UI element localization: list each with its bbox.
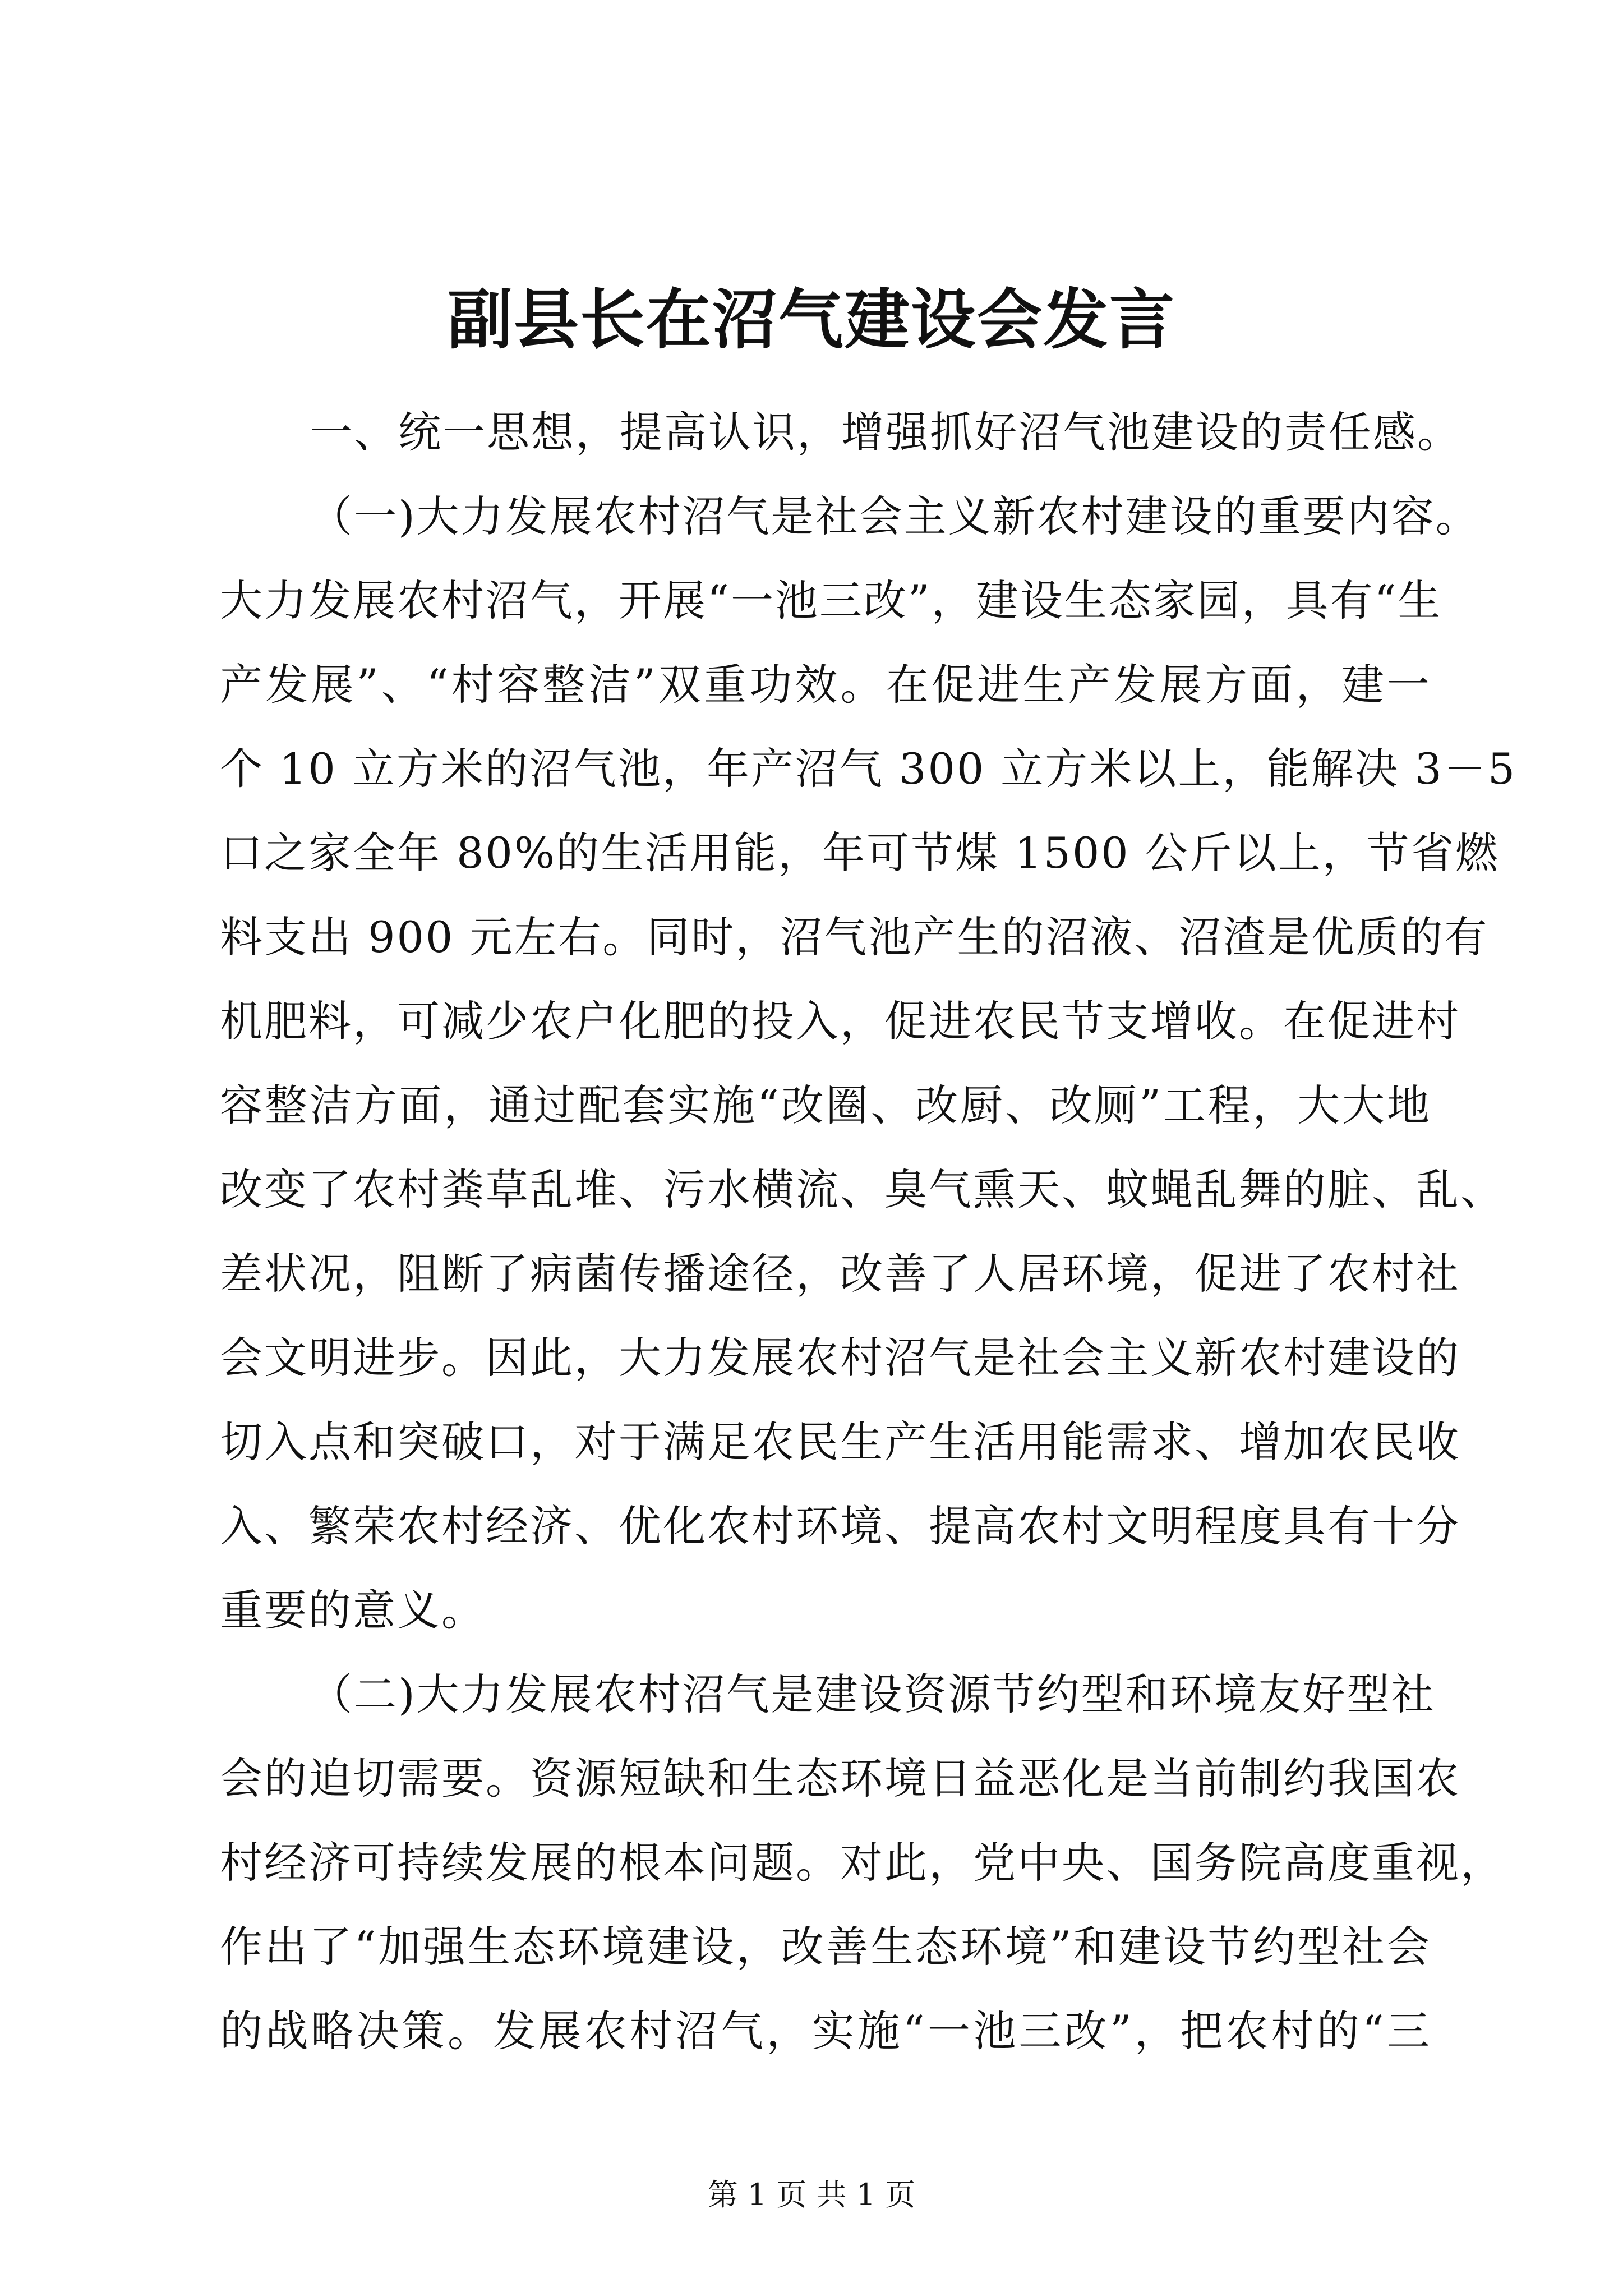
document-title: 副县长在沼气建设会发言 [448,282,1175,358]
body-line: 会的迫切需要。资源短缺和生态环境日益恶化是当前制约我国农 [220,1754,1460,1803]
body-line: 切入点和突破口，对于满足农民生产生活用能需求、增加农民收 [220,1417,1460,1467]
body-line: 个 10 立方米的沼气池，年产沼气 300 立方米以上，能解决 3－5 [220,744,1517,794]
body-line: 大力发展农村沼气，开展“一池三改”，建设生态家园，具有“生 [220,576,1442,625]
body-line: 入、繁荣农村经济、优化农村环境、提高农村文明程度具有十分 [220,1501,1460,1551]
body-line: 一、统一思想，提高认识，增强抓好沼气池建设的责任感。 [310,407,1461,457]
body-line: 产发展”、“村容整洁”双重功效。在促进生产发展方面，建一 [220,660,1431,710]
body-line: （二)大力发展农村沼气是建设资源节约型和环境友好型社 [310,1669,1436,1719]
body-line: 村经济可持续发展的根本问题。对此，党中央、国务院高度重视， [220,1838,1505,1888]
page-number: 第 1 页 共 1 页 [707,2177,916,2212]
body-line: 口之家全年 80%的生活用能，年可节煤 1500 公斤以上，节省燃 [220,828,1500,878]
body-line: 会文明进步。因此，大力发展农村沼气是社会主义新农村建设的 [220,1333,1460,1383]
body-line: 改变了农村粪草乱堆、污水横流、臭气熏天、蚊蝇乱舞的脏、乱、 [220,1165,1505,1214]
body-line: 料支出 900 元左右。同时，沼气池产生的沼液、沼渣是优质的有 [220,912,1489,962]
body-line: 的战略决策。发展农村沼气，实施“一池三改”，把农村的“三 [220,2006,1431,2056]
body-line: （一)大力发展农村沼气是社会主义新农村建设的重要内容。 [310,491,1480,541]
body-line: 差状况，阻断了病菌传播途径，改善了人居环境，促进了农村社 [220,1249,1460,1299]
body-line: 容整洁方面，通过配套实施“改圈、改厨、改厕”工程，大大地 [220,1080,1431,1130]
body-line: 重要的意义。 [220,1585,486,1635]
body-line: 机肥料，可减少农户化肥的投入，促进农民节支增收。在促进村 [220,996,1460,1046]
body-line: 作出了“加强生态环境建设，改善生态环境”和建设节约型社会 [220,1922,1431,1972]
